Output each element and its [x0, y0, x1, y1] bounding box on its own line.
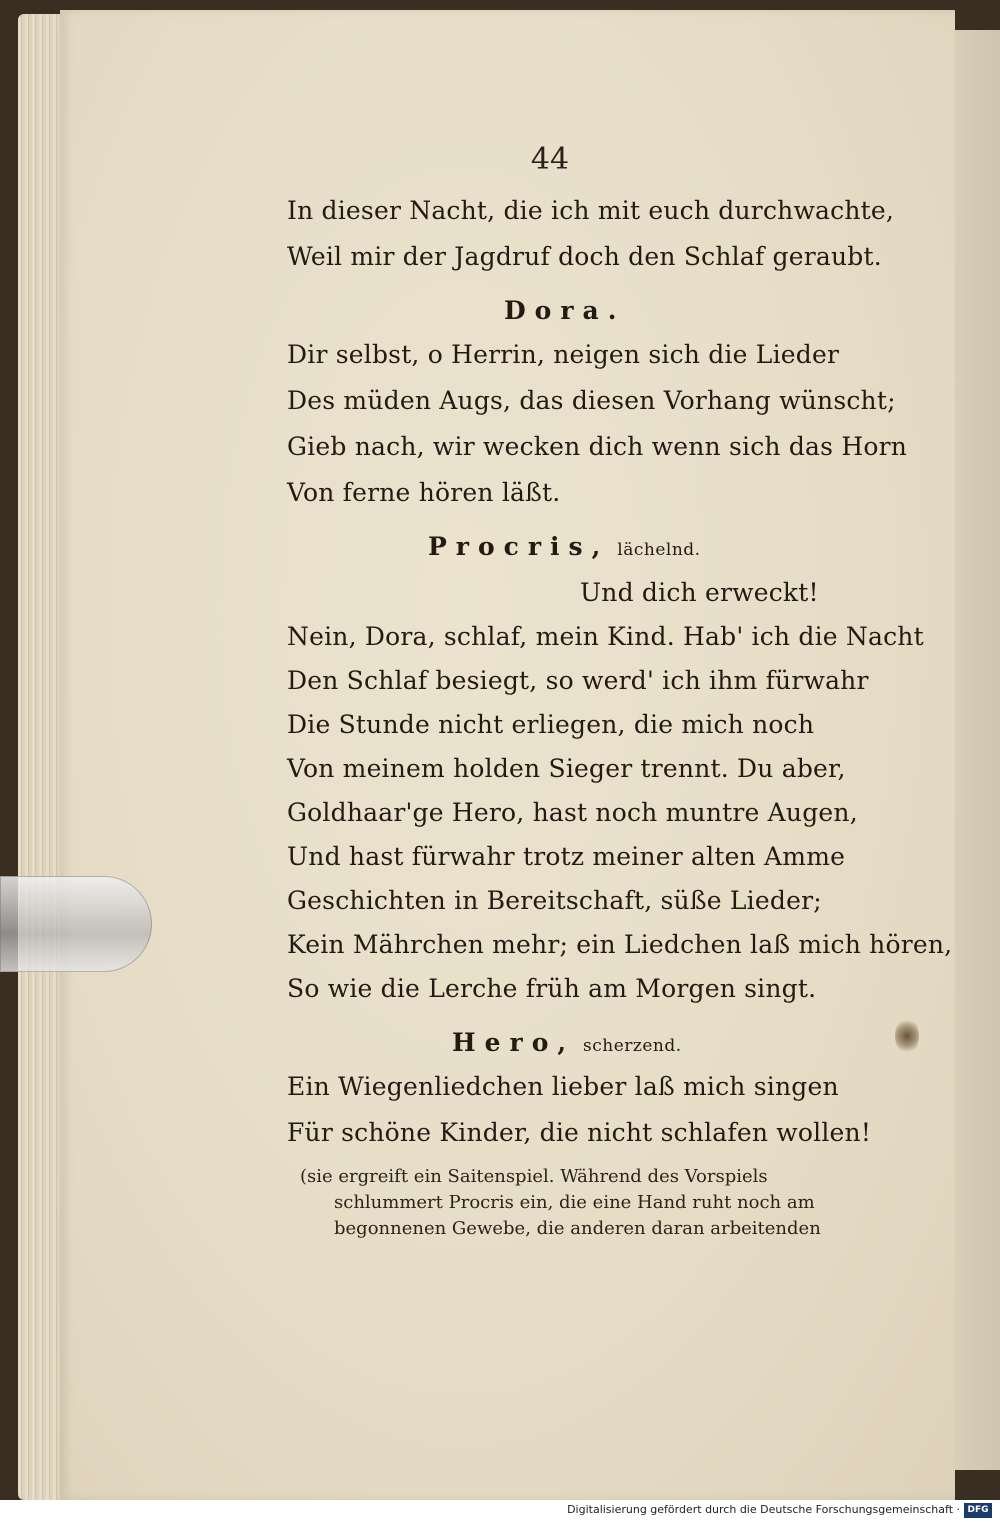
verse-line: Weil mir der Jagdruf doch den Schlaf geraubt.: [287, 242, 882, 271]
verse-line: Dir selbst, o Herrin, neigen sich die Lieder: [287, 340, 840, 369]
verse-line: Kein Mährchen mehr; ein Liedchen laß mich hören,: [287, 930, 953, 959]
verse-line: Die Stunde nicht erliegen, die mich noch: [287, 710, 815, 739]
speaker-procris: Procris,: [428, 532, 610, 561]
verse-line: In dieser Nacht, die ich mit euch durchwachte,: [287, 196, 895, 225]
paper-stain: [895, 1018, 919, 1054]
verse-line: Goldhaar'ge Hero, hast noch muntre Augen,: [287, 798, 858, 827]
speaker-procris-heading: [428, 532, 701, 561]
verse-line: Und dich erweckt!: [580, 578, 819, 607]
verse-line: Gieb nach, wir wecken dich wenn sich das Horn: [287, 432, 908, 461]
speaker-hero-heading: [452, 1028, 682, 1057]
footer-bar: [0, 1500, 1000, 1522]
funding-credit: Digitalisierung gefördert durch die Deutsche Forschungsgemeinschaft ·: [567, 1503, 960, 1516]
verse-line: Für schöne Kinder, die nicht schlafen wollen!: [287, 1118, 872, 1147]
direction-procris: lächelnd.: [617, 540, 701, 560]
verse-line: Geschichten in Bereitschaft, süße Lieder;: [287, 886, 822, 915]
stage-direction-line: begonnenen Gewebe, die anderen daran arbeitenden: [334, 1218, 821, 1239]
verse-line: Nein, Dora, schlaf, mein Kind. Hab' ich die Nacht: [287, 622, 924, 651]
stage-direction-line: schlummert Procris ein, die eine Hand ruht noch am: [334, 1192, 815, 1213]
verse-line: Und hast fürwahr trotz meiner alten Amme: [287, 842, 846, 871]
verse-line: Von meinem holden Sieger trennt. Du aber,: [287, 754, 846, 783]
speaker-dora: Dora.: [504, 296, 626, 325]
direction-hero: scherzend.: [583, 1036, 682, 1056]
verse-line: Von ferne hören läßt.: [287, 478, 561, 507]
verse-line: Den Schlaf besiegt, so werd' ich ihm fürwahr: [287, 666, 869, 695]
verse-line: So wie die Lerche früh am Morgen singt.: [287, 974, 817, 1003]
verse-line: Ein Wiegenliedchen lieber laß mich singen: [287, 1072, 839, 1101]
page-number: 44: [530, 142, 570, 177]
dfg-logo: DFG: [964, 1503, 992, 1518]
verse-line: Des müden Augs, das diesen Vorhang wünscht;: [287, 386, 896, 415]
next-page-edge: [955, 30, 1000, 1470]
speaker-hero: Hero,: [452, 1028, 576, 1057]
page-clip: [0, 876, 152, 972]
stage-direction-line: (sie ergreift ein Saitenspiel. Während des Vorspiels: [300, 1166, 768, 1187]
